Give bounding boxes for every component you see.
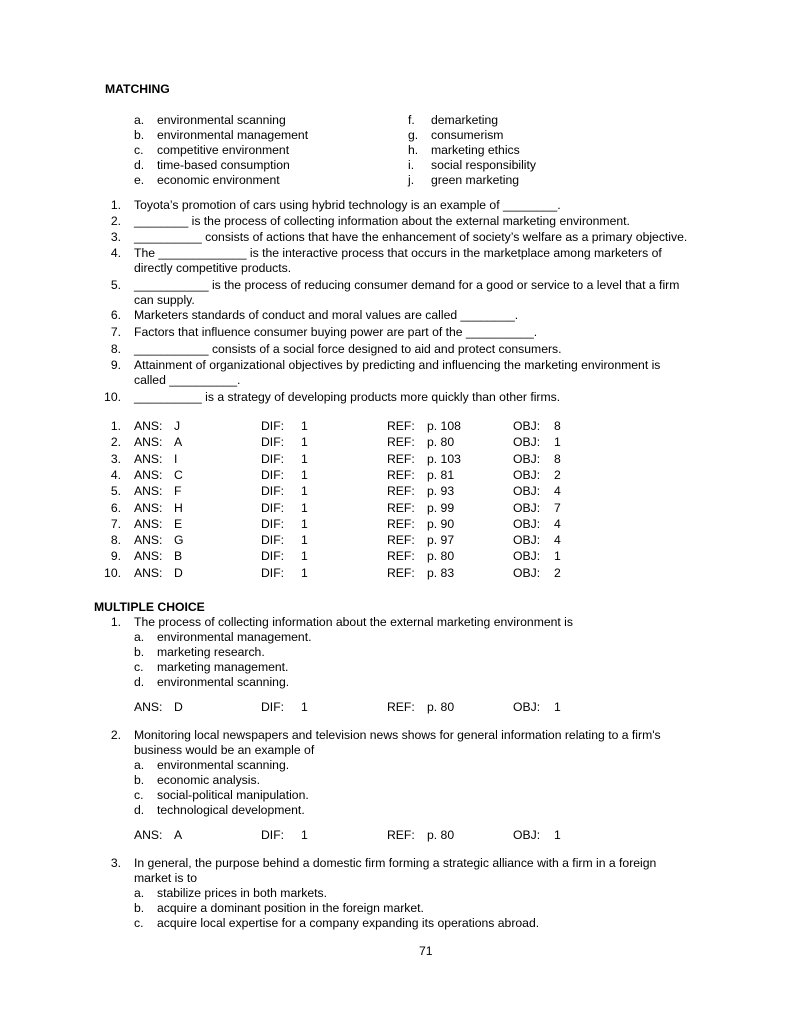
ref-value: p. 80 — [427, 435, 455, 450]
dif-value: 1 — [301, 500, 308, 515]
mc-question-number: 1. — [110, 615, 121, 629]
dif-value: 1 — [301, 549, 308, 564]
mc-option-letter: a. — [134, 886, 145, 900]
obj-label: OBJ: — [513, 500, 541, 515]
matching-question-number: 3. — [110, 230, 121, 244]
ans-label: ANS: — [134, 419, 163, 433]
answer-number: 1. — [110, 419, 121, 433]
obj-value: 4 — [554, 533, 561, 548]
dif-value: 1 — [301, 451, 308, 466]
mc-option-text: stabilize prices in both markets. — [157, 886, 328, 900]
obj-value: 1 — [554, 700, 561, 714]
dif-value: 1 — [301, 435, 308, 450]
matching-option-letter: b. — [134, 128, 145, 142]
ans-value: B — [174, 549, 183, 564]
ans-label: ANS: — [134, 828, 163, 842]
ans-label: ANS: — [134, 700, 163, 714]
obj-value: 8 — [554, 419, 561, 433]
ans-value: A — [174, 435, 183, 450]
matching-question-text: ________ is the process of collecting information about the external marketing environment. — [134, 214, 630, 228]
matching-option-letter: h. — [408, 143, 419, 157]
matching-option-letter: a. — [134, 113, 145, 127]
ref-label: REF: — [387, 549, 415, 564]
obj-label: OBJ: — [513, 828, 541, 842]
dif-label: DIF: — [261, 828, 285, 842]
matching-option-text: consumerism — [431, 128, 504, 142]
ans-value: D — [174, 700, 183, 714]
ans-label: ANS: — [134, 565, 163, 580]
dif-label: DIF: — [261, 565, 285, 580]
matching-option-text: economic environment — [157, 173, 280, 187]
dif-label: DIF: — [261, 435, 285, 450]
ref-value: p. 80 — [427, 828, 455, 842]
mc-question-text: The process of collecting information about the external marketing environment is — [134, 615, 573, 629]
matching-option-letter: i. — [408, 158, 415, 172]
ref-value: p. 97 — [427, 533, 455, 548]
ans-value: A — [174, 828, 183, 842]
ref-label: REF: — [387, 533, 415, 548]
ref-value: p. 99 — [427, 500, 455, 515]
ans-label: ANS: — [134, 484, 163, 499]
answer-number: 7. — [110, 516, 121, 531]
ans-label: ANS: — [134, 516, 163, 531]
obj-label: OBJ: — [513, 484, 541, 499]
answer-number: 8. — [110, 533, 121, 548]
matching-option-letter: d. — [134, 158, 145, 172]
dif-label: DIF: — [261, 451, 285, 466]
obj-label: OBJ: — [513, 435, 541, 450]
mc-question-text: market is to — [134, 871, 197, 885]
matching-question-text: ___________ is the process of reducing consumer demand for a good or service to a level that a firm — [134, 278, 680, 292]
mc-option-letter: c. — [134, 660, 144, 674]
matching-question-number: 5. — [110, 278, 121, 292]
answer-number: 3. — [110, 451, 121, 466]
ref-label: REF: — [387, 565, 415, 580]
mc-option-letter: b. — [134, 901, 145, 915]
mc-option-letter: a. — [134, 758, 145, 772]
dif-label: DIF: — [261, 419, 285, 433]
matching-question-number: 4. — [110, 246, 121, 260]
dif-label: DIF: — [261, 516, 285, 531]
matching-option-text: competitive environment — [157, 143, 290, 157]
ref-label: REF: — [387, 500, 415, 515]
ans-value: C — [174, 467, 183, 482]
matching-option-text: environmental management — [157, 128, 309, 142]
matching-option-text: demarketing — [431, 113, 499, 127]
ref-label: REF: — [387, 484, 415, 499]
ref-label: REF: — [387, 828, 415, 842]
mc-option-letter: d. — [134, 803, 145, 817]
matching-question-number: 9. — [110, 358, 121, 372]
dif-label: DIF: — [261, 533, 285, 548]
matching-question-number: 2. — [110, 214, 121, 228]
mc-question-text: In general, the purpose behind a domestic firm forming a strategic alliance with a firm in a foreign — [134, 856, 657, 870]
matching-question-text: directly competitive products. — [134, 261, 292, 275]
mc-option-text: technological development. — [157, 803, 305, 817]
dif-value: 1 — [301, 533, 308, 548]
mc-question-text: Monitoring local newspapers and television news shows for general information relating to a firm's — [134, 728, 661, 742]
ans-label: ANS: — [134, 500, 163, 515]
ans-label: ANS: — [134, 549, 163, 564]
ans-label: ANS: — [134, 435, 163, 450]
obj-label: OBJ: — [513, 549, 541, 564]
matching-option-letter: j. — [408, 173, 415, 187]
ans-label: ANS: — [134, 451, 163, 466]
matching-question-text: The _____________ is the interactive process that occurs in the marketplace among marketers of — [134, 246, 662, 260]
dif-label: DIF: — [261, 549, 285, 564]
mc-question-text: business would be an example of — [134, 743, 315, 757]
mc-option-text: environmental management. — [157, 630, 312, 644]
mc-option-text: environmental scanning. — [157, 675, 290, 689]
multiple-choice-heading: MULTIPLE CHOICE — [94, 600, 205, 614]
matching-question-text: Toyota’s promotion of cars using hybrid technology is an example of ________. — [134, 198, 561, 212]
matching-question-number: 1. — [110, 198, 121, 212]
answer-number: 4. — [110, 467, 121, 482]
dif-value: 1 — [301, 516, 308, 531]
obj-label: OBJ: — [513, 467, 541, 482]
mc-option-letter: b. — [134, 773, 145, 787]
mc-option-text: marketing research. — [157, 645, 265, 659]
mc-option-letter: a. — [134, 630, 145, 644]
dif-value: 1 — [301, 419, 308, 433]
mc-option-text: social-political manipulation. — [157, 788, 309, 802]
matching-question-number: 8. — [110, 342, 121, 356]
dif-value: 1 — [301, 565, 308, 580]
mc-question-number: 2. — [110, 728, 121, 742]
ans-value: F — [174, 484, 182, 499]
answer-number: 6. — [110, 500, 121, 515]
dif-label: DIF: — [261, 500, 285, 515]
page-number: 71 — [419, 944, 433, 958]
ref-value: p. 80 — [427, 549, 455, 564]
ans-value: E — [174, 516, 183, 531]
ref-label: REF: — [387, 467, 415, 482]
answer-number: 5. — [110, 484, 121, 499]
obj-value: 1 — [554, 549, 561, 564]
obj-value: 1 — [554, 828, 561, 842]
mc-option-letter: c. — [134, 916, 144, 930]
answer-number: 10. — [104, 565, 121, 580]
ref-value: p. 103 — [427, 451, 461, 466]
mc-option-letter: b. — [134, 645, 145, 659]
dif-value: 1 — [301, 467, 308, 482]
dif-label: DIF: — [261, 700, 285, 714]
obj-value: 8 — [554, 451, 561, 466]
matching-option-text: social responsibility — [431, 158, 536, 172]
matching-question-text: called __________. — [134, 373, 241, 387]
ref-value: p. 81 — [427, 467, 455, 482]
ans-label: ANS: — [134, 467, 163, 482]
matching-question-number: 10. — [104, 390, 121, 404]
matching-question-text: ___________ consists of a social force designed to aid and protect consumers. — [134, 342, 562, 356]
dif-value: 1 — [301, 484, 308, 499]
mc-question-number: 3. — [110, 856, 121, 870]
mc-option-text: economic analysis. — [157, 773, 260, 787]
obj-value: 2 — [554, 467, 561, 482]
ref-value: p. 90 — [427, 516, 455, 531]
matching-question-text: Attainment of organizational objectives by predicting and influencing the marketing environment is — [134, 358, 661, 372]
matching-question-text: can supply. — [134, 293, 195, 307]
obj-value: 4 — [554, 484, 561, 499]
ans-value: J — [174, 419, 181, 433]
ref-value: p. 83 — [427, 565, 455, 580]
mc-option-letter: c. — [134, 788, 144, 802]
obj-label: OBJ: — [513, 533, 541, 548]
answer-number: 9. — [110, 549, 121, 564]
ref-label: REF: — [387, 419, 415, 433]
matching-question-text: Factors that influence consumer buying power are part of the __________. — [134, 325, 538, 339]
dif-value: 1 — [301, 828, 308, 842]
matching-heading: MATCHING — [105, 82, 170, 96]
ref-label: REF: — [387, 451, 415, 466]
matching-option-text: green marketing — [431, 173, 520, 187]
matching-question-number: 6. — [110, 308, 121, 322]
obj-label: OBJ: — [513, 565, 541, 580]
dif-label: DIF: — [261, 484, 285, 499]
mc-option-text: marketing management. — [157, 660, 289, 674]
matching-option-letter: f. — [408, 113, 415, 127]
ref-value: p. 80 — [427, 700, 455, 714]
matching-question-text: __________ consists of actions that have the enhancement of society’s welfare as a primary objective. — [134, 230, 688, 244]
matching-option-letter: g. — [408, 128, 419, 142]
matching-option-letter: c. — [134, 143, 144, 157]
obj-label: OBJ: — [513, 516, 541, 531]
ref-value: p. 93 — [427, 484, 455, 499]
ref-label: REF: — [387, 435, 415, 450]
ref-label: REF: — [387, 516, 415, 531]
ans-label: ANS: — [134, 533, 163, 548]
mc-option-text: acquire local expertise for a company expanding its operations abroad. — [157, 916, 540, 930]
obj-label: OBJ: — [513, 419, 541, 433]
matching-question-text: Marketers standards of conduct and moral values are called ________. — [134, 308, 519, 322]
mc-option-text: environmental scanning. — [157, 758, 290, 772]
obj-label: OBJ: — [513, 451, 541, 466]
dif-label: DIF: — [261, 467, 285, 482]
dif-value: 1 — [301, 700, 308, 714]
obj-value: 4 — [554, 516, 561, 531]
obj-label: OBJ: — [513, 700, 541, 714]
ans-value: D — [174, 565, 183, 580]
obj-value: 1 — [554, 435, 561, 450]
ref-value: p. 108 — [427, 419, 461, 433]
matching-option-text: time-based consumption — [157, 158, 290, 172]
answer-number: 2. — [110, 435, 121, 450]
obj-value: 2 — [554, 565, 561, 580]
ans-value: I — [174, 451, 178, 466]
ans-value: H — [174, 500, 183, 515]
matching-option-text: marketing ethics — [431, 143, 520, 157]
mc-option-letter: d. — [134, 675, 145, 689]
mc-option-text: acquire a dominant position in the foreign market. — [157, 901, 424, 915]
matching-question-number: 7. — [110, 325, 121, 339]
obj-value: 7 — [554, 500, 561, 515]
ans-value: G — [174, 533, 184, 548]
matching-option-text: environmental scanning — [157, 113, 286, 127]
matching-option-letter: e. — [134, 173, 145, 187]
matching-question-text: __________ is a strategy of developing products more quickly than other firms. — [134, 390, 561, 404]
ref-label: REF: — [387, 700, 415, 714]
